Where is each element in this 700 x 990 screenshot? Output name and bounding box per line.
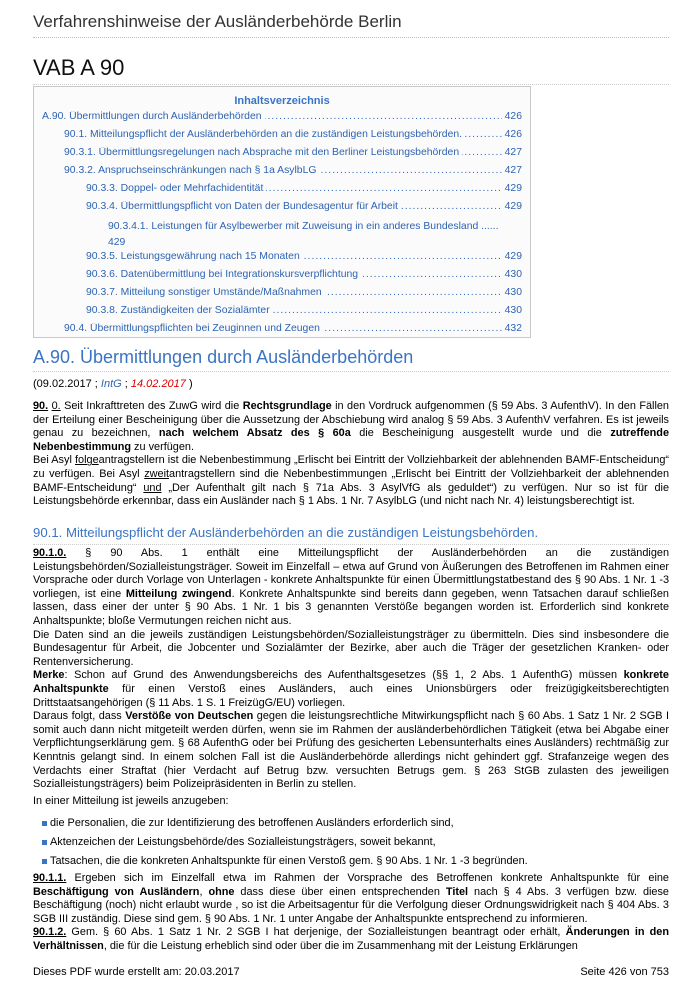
toc-entry-page: 426 [502,111,522,122]
subsection-heading: 90.1. Mitteilungspflicht der Ausländerbehörden an die zuständigen Leistungsbehörden. [33,525,539,540]
para-number: 90.1.1. [33,872,67,884]
bold-text: nach welchem Absatz des § 60a [158,427,351,440]
text: antragstellern sind die Nebenbestimmungen „Erlischt bei Eintritt der Vollziehbarkeit der ablehnenden BAMF-Entscheidung“ [33,467,669,494]
subsection-divider [33,544,669,545]
toc-entry-page: 430 [502,305,522,316]
bold-text: Änderungen in den Verhältnissen [33,926,669,952]
underlined-text: und [143,481,162,494]
text: , die für die Leistung erheblich sind oder über die im Zusammenhang mit der Leistung Erklärungen [103,939,578,952]
list-intro: In einer Mitteilung ist jeweils anzugeben: [33,795,229,807]
table-of-contents [33,86,531,338]
date-red: 14.02.2017 [130,378,186,390]
toc-entry[interactable] [86,287,522,301]
page-title: VAB A 90 [33,55,125,80]
section-heading: A.90. Übermittlungen durch Ausländerbehörden [33,347,414,367]
text: dass diese über einen entsprechenden [234,885,446,898]
toc-entry-page: 429 [502,201,522,212]
bold-text: Beschäftigung von Ausländern [33,885,200,898]
toc-entry-label: A.90. Übermittlungen durch Ausländerbehörden [42,111,265,122]
text: Gem. § 60 Abs. 1 Satz 1 Nr. 2 SGB I hat derjenige, der Sozialleistungen beantragt oder erhält, [66,926,566,939]
toc-entry-page: 429 [502,251,522,262]
toc-entry-page: 432 [502,323,522,334]
toc-entry[interactable] [86,251,522,265]
text: nach § 4 Abs. 3 verfügen bzw. diese Beschäftigung (noch) nicht erlaubt wurde , so ist die Arbeitsagentur für die Verfolgung dieser Ordnungswidrigkeit nach § 404 Abs. 3 SGB III zuständig. Diese sind gem. § 90 Abs. 1 Nr. 1 unter Angabe der Anhaltspunkte entsprechend zu informieren. [33,885,669,925]
underlined-text: folge [75,454,99,467]
toc-entry-page: 427 [502,165,522,176]
toc-entry-label: 90.3.6. Datenübermittlung bei Integrationskursverpflichtung [86,269,361,280]
toc-entry[interactable] [86,305,522,319]
toc-entry-label: 90.4. Übermittlungspflichten bei Zeuginnen und Zeugen [64,323,323,334]
date-sep: ; [121,378,131,390]
list-item: Aktenzeichen der Leistungsbehörde/des Sozialleistungsträgers, soweit bekannt, [42,836,436,848]
toc-entry-label: 90.3.5. Leistungsgewährung nach 15 Monaten [86,251,303,262]
text: in den Vordruck aufgenommen (§ 59 Abs. 3 AufenthV). In den Fällen der Erteilung einer Bescheinigung über die Aussetzung der Abschiebung wird analog § 59 Abs. 3 AufenthV verfahren. Es ist jeweils genau zu bezeichnen, [33,400,669,440]
para-number: 90. [33,400,49,412]
header-title: Verfahrenshinweise der Ausländerbehörde Berlin [33,12,402,31]
toc-entry[interactable] [64,323,522,337]
text: Bei Asyl [33,454,76,467]
text: Ergeben sich im Einzelfall etwa im Rahmen der Vorsprache des Betroffenen konkrete Anhaltspunkte für eine [66,872,669,884]
para-subnumber: 0. [51,400,61,412]
bold-text: Merke [33,669,65,682]
list-item: die Personalien, die zur Identifizierung des betroffenen Ausländers erforderlich sind, [42,817,454,829]
toc-entry-label: 90.3.3. Doppel- oder Mehrfachidentität [86,183,266,194]
toc-entry-label: 90.3.7. Mitteilung sonstiger Umstände/Maßnahmen [86,287,325,298]
toc-entry[interactable] [64,129,522,143]
section-date [33,378,193,390]
bold-text: konkrete Anhaltspunkte [33,669,669,695]
text: Seit Inkrafttreten des ZuwG wird die [60,400,243,412]
underlined-text: zweit [144,467,170,480]
toc-entry-page: 430 [502,287,522,298]
text: : Schon auf Grund des Anwendungsbereichs des Aufenthaltsgesetzes (§§ 1, 2 Abs. 1 AufenthG) müssen [64,669,624,682]
text: § 90 Abs. 1 enthält eine Mitteilungspflicht der Ausländerbehörden an die zuständigen Leistungsbehörden/Sozialleistungsträger. Soweit im Einzelfall – etwa auf Grund von Äußerungen des Betroffenen im Rahmen einer Vorsprache oder durch Vorlage von Unterlagen - konkrete Anhaltspunkte für einen Übermittlungstatbestand des § 90 Abs. 1 Nr. 1 -3 vorliegen, ist eine [33,547,669,600]
header-divider [33,37,669,38]
toc-entry[interactable] [64,147,522,161]
toc-entry[interactable] [42,111,522,125]
bold-text: Verstöße von Deutschen [125,710,254,723]
date-close: ) [185,378,193,390]
toc-entry-page: 429 [502,183,522,194]
toc-entry[interactable] [86,183,522,197]
toc-entry[interactable] [86,201,522,215]
section-divider [33,371,669,372]
text: die Bescheinigung ausgestellt wurde und die [350,427,611,440]
text: „Der Aufenthalt gilt nach § 71a Abs. 3 AsylVfG als geduldet“) zu verfügen. Nur so ist für die Leistungsbehörde erkennbar, dass ein Ausländer nach § 1 Abs. 1 Nr. 7 AsylbLG (und nicht nach Nr. 4) leistungsberechtigt ist. [33,481,669,508]
bold-text: Titel [445,885,469,898]
footer-page-number: Seite 426 von 753 [580,966,669,978]
para-number: 90.1.2. [33,926,67,939]
toc-entry[interactable] [108,219,522,251]
list-item: Tatsachen, die die konkreten Anhaltspunkte für einen Verstoß gem. § 90 Abs. 1 Nr. 1 -3 begründen. [42,855,528,867]
intg-link[interactable]: IntG [100,378,122,390]
toc-entry-page: 429 [108,237,126,248]
para-number: 90.1.0. [33,547,67,559]
toc-entry[interactable] [86,269,522,283]
text: Daraus folgt, dass [33,710,126,723]
toc-heading: Inhaltsverzeichnis [234,95,330,107]
text: zu verfügen. [131,440,194,453]
date-open: (09.02.2017 ; [33,378,101,390]
paragraph-90-1-1 [33,872,669,954]
toc-entry-label: 90.3.8. Zuständigkeiten der Sozialämter [86,305,273,316]
bold-text: Mitteilung zwingend [125,587,232,600]
toc-entry-label: 90.3.2. Anspruchseinschränkungen nach § 1a AsylbLG [64,165,319,176]
toc-entry-label: 90.3.1. Übermittlungsregelungen nach Absprache mit den Berliner Leistungsbehörden [64,147,462,158]
toc-entry[interactable] [64,165,522,179]
toc-entry-label: 90.1. Mitteilungspflicht der Ausländerbehörden an die zuständigen Leistungsbehörden. [64,129,465,140]
toc-entry-label: 90.3.4. Übermittlungspflicht von Daten der Bundesagentur für Arbeit [86,201,401,212]
footer-created: Dieses PDF wurde erstellt am: 20.03.2017 [33,966,240,978]
toc-entry-page: 430 [502,269,522,280]
paragraph-90-1-0 [33,547,669,792]
paragraph-90-0 [33,400,669,509]
bold-text: ohne [208,885,235,898]
bold-text: Rechtsgrundlage [242,400,332,412]
text: antragstellern ist die Nebenbestimmung „Erlischt bei Eintritt der Vollziehbarkeit der ablehnenden BAMF-Entscheidung“ zu verfügen. Bei Asyl [33,454,670,480]
page-footer [33,966,669,978]
toc-entry-page: 427 [502,147,522,158]
toc-entry-page: 426 [502,129,522,140]
text: Die Daten sind an die jeweils zuständigen Leistungsbehörden/Sozialleistungsträger zu übermitteln. Dies sind insbesondere die Bundesagentur für Arbeit, die Jobcenter und Sozialämter der Bezirke, aber auch die Träger der gesetzlichen Kranken- oder Rentenversicherung. [33,628,669,668]
text: für einen Verstoß eines Ausländers, auch eines Unionsbürgers oder freizügigkeitsberechtigten Drittstaatsangehörigen (§ 11 Abs. 1 S. 1 FreizügG/EU) vorliegen. [33,682,669,709]
text: , [199,885,209,898]
title-divider [33,84,669,85]
text: . Konkrete Anhaltspunkte sind bereits dann gegeben, wenn Tatsachen darauf schließen lassen, dass einer der unter § 90 Abs. 1 Nr. 1 bis 3 genannten Verstöße begangen worden ist. Erforderlich sind konkrete Anhaltspunkte; bloße Vermutungen reichen nicht aus. [33,587,669,627]
toc-entry-label: 90.3.4.1. Leistungen für Asylbewerber mit Zuweisung in ein anderes Bundesland ...... [108,221,501,232]
bold-text: zutreffende Nebenbestimmung [33,427,670,453]
text: gegen die leistungsrechtliche Mitwirkungspflicht nach § 60 Abs. 1 Satz 1 Nr. 2 SGB I somit auch dann nicht mitgeteilt werden dürfen, wenn sie im Rahmen der ausländerbehördlichen Tätigkeit (etwa bei Abgabe einer Verpflichtungserklärung gem. § 68 AufenthG oder bei Prüfung des gesicherten Lebensunterhalts eines Ausländers) rechtmäßig zur Kenntnis gelangt sind. In einem solchen Fall ist die Ausländerbehörde allerdings nicht gehindert ggf. Strafanzeige wegen des Verdachts einer Straftat (hier Verdacht auf Betrug bzw. versuchten Betrugs gem. § 263 StGB zulasten des jeweiligen Sozialleistungsträgers) beim Polizeipräsidenten in Berlin zu stellen. [33,710,669,791]
